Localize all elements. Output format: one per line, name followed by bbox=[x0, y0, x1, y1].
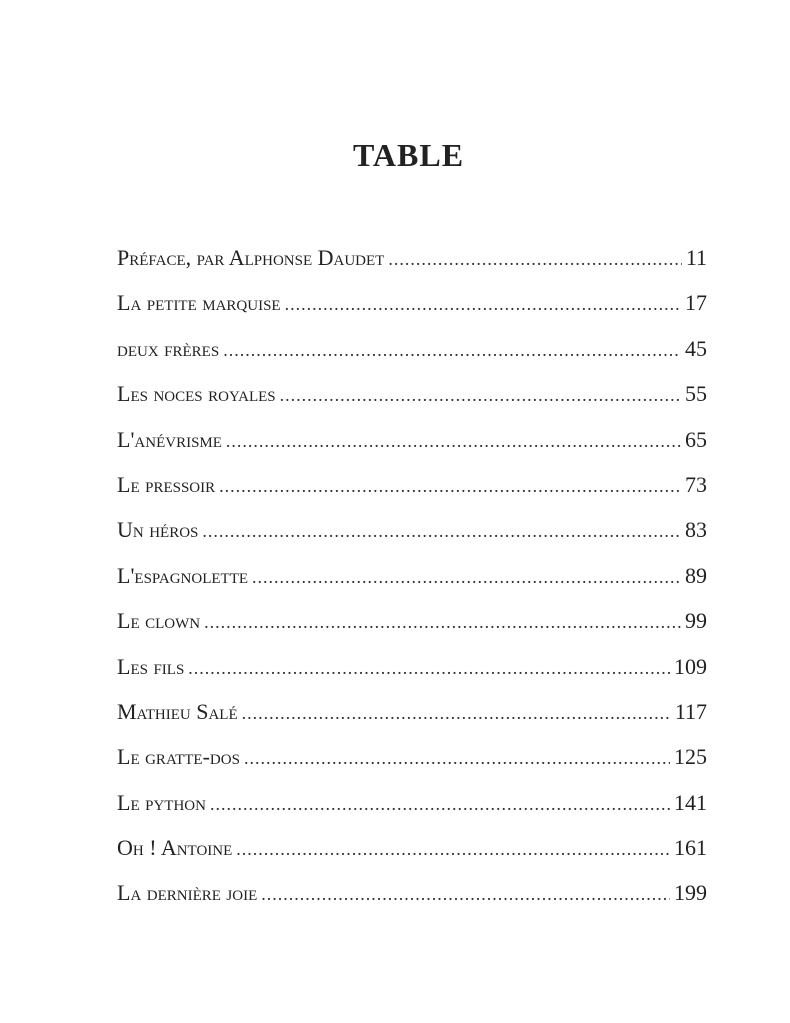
toc-page-number: 141 bbox=[674, 789, 707, 815]
dot-leader bbox=[236, 827, 670, 872]
toc-entry-title: L'anévrisme bbox=[117, 426, 222, 452]
toc-row bbox=[117, 417, 707, 462]
toc-entry-title: deux frères bbox=[117, 335, 220, 361]
toc-row bbox=[117, 870, 707, 915]
toc-entry-title: Un héros bbox=[117, 517, 199, 543]
toc-row bbox=[117, 689, 707, 734]
toc-row bbox=[117, 553, 707, 598]
toc-page-number: 83 bbox=[685, 517, 707, 543]
toc-page-number: 73 bbox=[685, 471, 707, 497]
toc-row bbox=[117, 598, 707, 643]
toc-entry-title: Le gratte-dos bbox=[117, 744, 240, 770]
toc-row bbox=[117, 326, 707, 371]
toc-page-number: 199 bbox=[674, 880, 707, 906]
dot-leader bbox=[242, 691, 671, 736]
toc-entry-title: Le pressoir bbox=[117, 471, 216, 497]
toc-row bbox=[117, 507, 707, 552]
toc-page-number: 45 bbox=[685, 335, 707, 361]
toc-entry-title: L'espagnolette bbox=[117, 562, 249, 588]
dot-leader bbox=[219, 464, 681, 509]
toc-page-number: 65 bbox=[685, 426, 707, 452]
dot-leader bbox=[244, 736, 670, 781]
toc-row bbox=[117, 825, 707, 870]
toc-entry-title: Mathieu Salé bbox=[117, 698, 238, 724]
toc-page-number: 11 bbox=[685, 245, 707, 270]
toc-page-number: 109 bbox=[674, 653, 707, 679]
dot-leader bbox=[226, 419, 681, 464]
toc-row bbox=[117, 644, 707, 689]
toc-entry-title: La dernière joie bbox=[117, 880, 258, 906]
toc-row bbox=[117, 280, 707, 325]
toc-entry-title: Oh ! Antoine bbox=[117, 835, 233, 861]
table-of-contents bbox=[117, 235, 707, 916]
toc-row bbox=[117, 734, 707, 779]
page-title: TABLE bbox=[352, 137, 465, 174]
toc-page-number: 55 bbox=[685, 381, 707, 407]
toc-page-number: 161 bbox=[674, 835, 707, 861]
dot-leader bbox=[188, 646, 670, 691]
toc-row bbox=[117, 462, 707, 507]
toc-page-number: 17 bbox=[685, 290, 707, 316]
toc-entry-title: La petite marquise bbox=[117, 290, 281, 316]
toc-page-number: 89 bbox=[685, 562, 707, 588]
toc-page-number: 117 bbox=[674, 698, 707, 724]
dot-leader bbox=[280, 373, 681, 418]
dot-leader bbox=[261, 872, 670, 917]
toc-entry-title: Les fils bbox=[117, 653, 185, 679]
dot-leader bbox=[204, 600, 681, 645]
dot-leader bbox=[285, 282, 681, 327]
toc-entry-title: Le python bbox=[117, 789, 206, 815]
toc-row bbox=[117, 371, 707, 416]
toc-entry-title: Préface, par Alphonse Daudet bbox=[117, 245, 385, 270]
toc-page-number: 125 bbox=[674, 744, 707, 770]
toc-row bbox=[117, 780, 707, 825]
dot-leader bbox=[388, 237, 681, 282]
toc-entry-title: Les noces royales bbox=[117, 381, 276, 407]
toc-entry-title: Le clown bbox=[117, 608, 201, 634]
dot-leader bbox=[210, 782, 670, 827]
toc-page-number: 99 bbox=[685, 608, 707, 634]
dot-leader bbox=[223, 328, 681, 373]
dot-leader bbox=[252, 555, 681, 600]
toc-row bbox=[117, 235, 707, 280]
dot-leader bbox=[202, 509, 681, 554]
